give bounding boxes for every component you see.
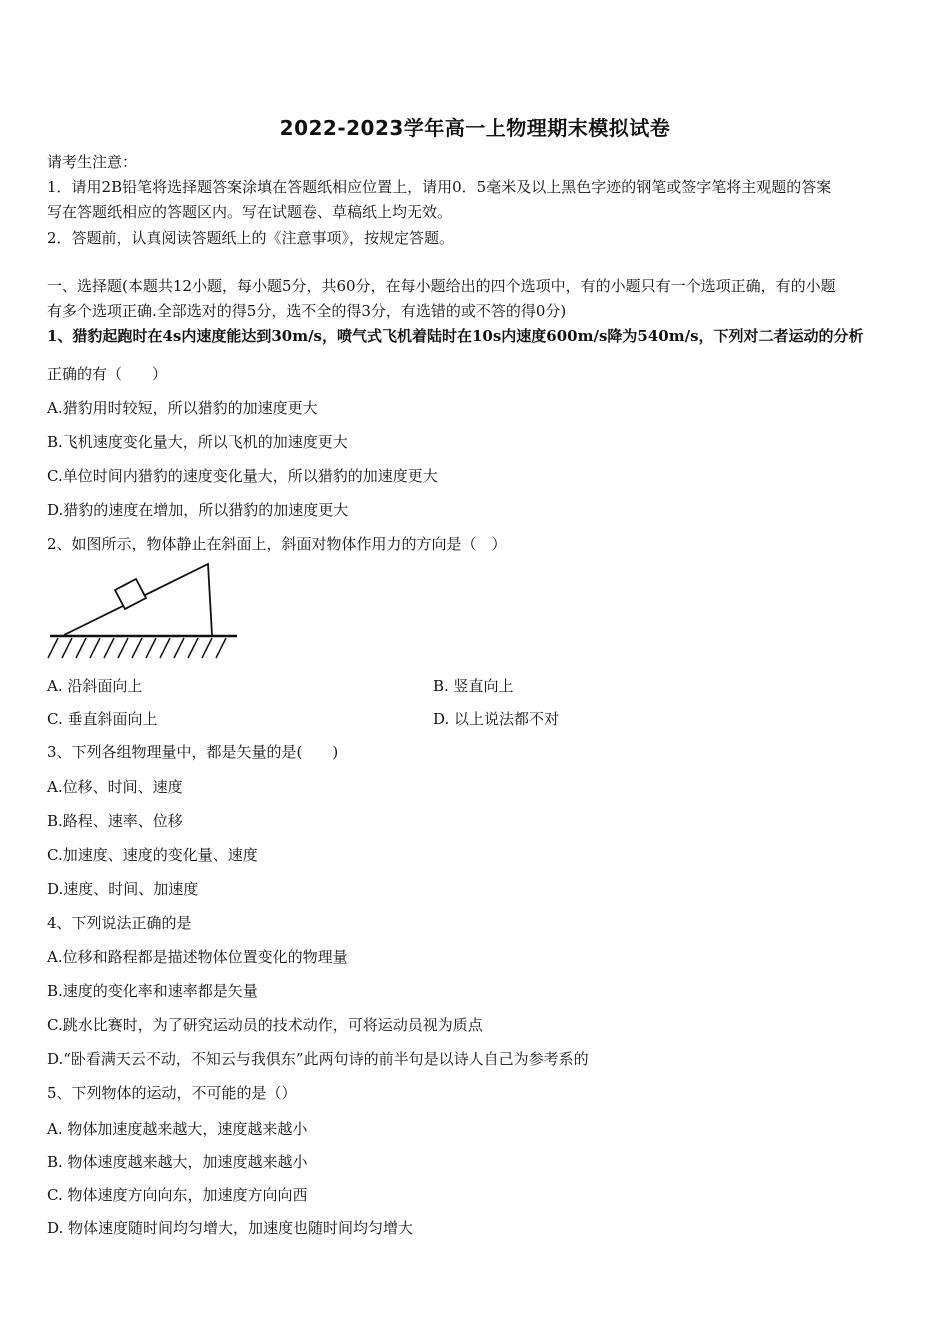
page-title: 2022-2023学年高一上物理期末模拟试卷 [279, 116, 671, 140]
question-stem: 4、下列说法正确的是 [47, 914, 192, 932]
notice-heading: 请考生注意： [47, 153, 138, 171]
option-c: C. 垂直斜面向上 [47, 710, 158, 728]
option-d: D.速度、时间、加速度 [47, 880, 199, 898]
option-a: A.位移、时间、速度 [47, 778, 183, 796]
option-a: A.位移和路程都是描述物体位置变化的物理量 [47, 948, 348, 966]
section-header: 有多个选项正确.全部选对的得5分，选不全的得3分，有选错的或不答的得0分) [47, 302, 567, 320]
option-b: B. 物体速度越来越大，加速度越来越小 [47, 1153, 308, 1171]
question-stem: 正确的有（ ） [47, 365, 168, 383]
option-c: C.跳水比赛时，为了研究运动员的技术动作，可将运动员视为质点 [47, 1016, 483, 1034]
notice-item: 写在答题纸相应的答题区内。写在试题卷、草稿纸上均无效。 [47, 203, 453, 221]
option-a: A. 物体加速度越来越大，速度越来越小 [47, 1120, 308, 1138]
question-stem: 2、如图所示，物体静止在斜面上，斜面对物体作用力的方向是（ ） [47, 535, 507, 553]
option-d: D. 以上说法都不对 [433, 710, 560, 728]
option-b: B.速度的变化率和速率都是矢量 [47, 982, 258, 1000]
notice-item: 2．答题前，认真阅读答题纸上的《注意事项》，按规定答题。 [47, 229, 455, 247]
option-a: A. 沿斜面向上 [47, 677, 143, 695]
option-d: D.“卧看满天云不动，不知云与我俱东”此两句诗的前半句是以诗人自己为参考系的 [47, 1050, 589, 1068]
option-b: B.路程、速率、位移 [47, 812, 183, 830]
option-c: C. 物体速度方向向东，加速度方向向西 [47, 1186, 308, 1204]
option-d: D.猎豹的速度在增加，所以猎豹的加速度更大 [47, 501, 349, 519]
section-header: 一、选择题(本题共12小题，每小题5分，共60分，在每小题给出的四个选项中，有的小题只有一个选项正确，有的小题 [47, 277, 836, 295]
incline-figure [44, 560, 244, 665]
option-d: D. 物体速度随时间均匀增大，加速度也随时间均匀增大 [47, 1219, 414, 1237]
option-b: B.飞机速度变化量大，所以飞机的加速度更大 [47, 433, 348, 451]
question-stem: 1、猎豹起跑时在4s内速度能达到30m/s，喷气式飞机着陆时在10s内速度600m/s降为540m/s，下列对二者运动的分析 [47, 327, 864, 345]
option-b: B. 竖直向上 [433, 677, 514, 695]
question-stem: 3、下列各组物理量中，都是矢量的是( ) [47, 743, 339, 761]
notice-item: 1．请用2B铅笔将选择题答案涂填在答题纸相应位置上，请用0．5毫米及以上黑色字迹的钢笔或签字笔将主观题的答案 [47, 178, 832, 196]
option-a: A.猎豹用时较短，所以猎豹的加速度更大 [47, 399, 318, 417]
question-stem: 5、下列物体的运动，不可能的是（） [47, 1084, 297, 1102]
option-c: C.单位时间内猎豹的速度变化量大，所以猎豹的加速度更大 [47, 467, 438, 485]
option-c: C.加速度、速度的变化量、速度 [47, 846, 258, 864]
